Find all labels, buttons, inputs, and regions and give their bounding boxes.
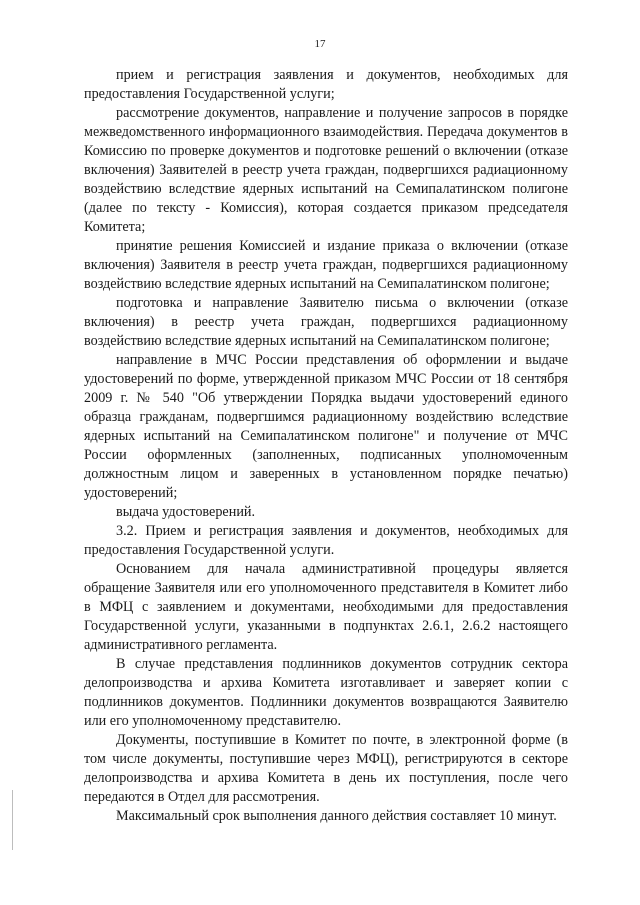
paragraph-section-3-2: 3.2. Прием и регистрация заявления и документов, необходимых для предоставления Государственной услуги.: [84, 523, 568, 558]
paragraph-originals: В случае представления подлинников документов сотрудник сектора делопроизводства и архива Комитета изготавливает и заверяет копии с подлинников документов. Подлинники документов возвращаются Заявителю или его уполномоченному представителю.: [84, 656, 568, 729]
paragraph-mchs: направление в МЧС России представления об оформлении и выдаче удостоверений по форме, утвержденной приказом МЧС России от 18 сентября 2009 г. № 540 "Об утверждении Порядка выдачи удостоверений единого образца гражданам, подвергшимся радиационному воздействию вследствие ядерных испытаний на Семипалатинском полигоне" и получение от МЧС России оформленных (заполненных, подписанных уполномоченным должностным лицом и заверенных в установленном порядке печатью) удостоверений;: [84, 352, 568, 501]
paragraph-letter: подготовка и направление Заявителю письма о включении (отказе включения) в реестр учета граждан, подвергшихся радиационному воздействию вследствие ядерных испытаний на Семипалатинском полигоне;: [84, 295, 568, 349]
paragraph-review: рассмотрение документов, направление и получение запросов в порядке межведомственного информационного взаимодействия. Передача документов в Комиссию по проверке документов и подготовке решений о включении (отказе включения) Заявителей в реестр учета граждан, подвергшихся радиационному воздействию вследствие ядерных испытаний на Семипалатинском полигоне (далее по тексту - Комиссия), которая создается приказом председателя Комитета;: [84, 105, 568, 235]
paragraph-issuance: выдача удостоверений.: [116, 504, 256, 520]
paragraph-mail: Документы, поступившие в Комитет по почте, в электронной форме (в том числе документы, поступившие через МФЦ), регистрируются в секторе делопроизводства и архива Комитета в день их поступления, после чего передаются в Отдел для рассмотрения.: [84, 732, 568, 805]
paragraph-deadline: Максимальный срок выполнения данного действия составляет 10 минут.: [116, 808, 557, 824]
paragraph-decision: принятие решения Комиссией и издание приказа о включении (отказе включения) Заявителя в реестр учета граждан, подвергшихся радиационному воздействию вследствие ядерных испытаний на Семипалатинском полигоне;: [84, 238, 568, 292]
page-number: 17: [314, 38, 326, 50]
paragraph-basis: Основанием для начала административной процедуры является обращение Заявителя или его уполномоченного представителя в Комитет либо в МФЦ с заявлением и документами, необходимыми для предоставления Государственной услуги, указанными в подпунктах 2.6.1, 2.6.2 настоящего административного регламента.: [84, 561, 568, 653]
document-body: [84, 66, 568, 826]
paragraph-reception: прием и регистрация заявления и документов, необходимых для предоставления Государственной услуги;: [84, 67, 568, 102]
scan-edge-mark: [12, 790, 13, 850]
